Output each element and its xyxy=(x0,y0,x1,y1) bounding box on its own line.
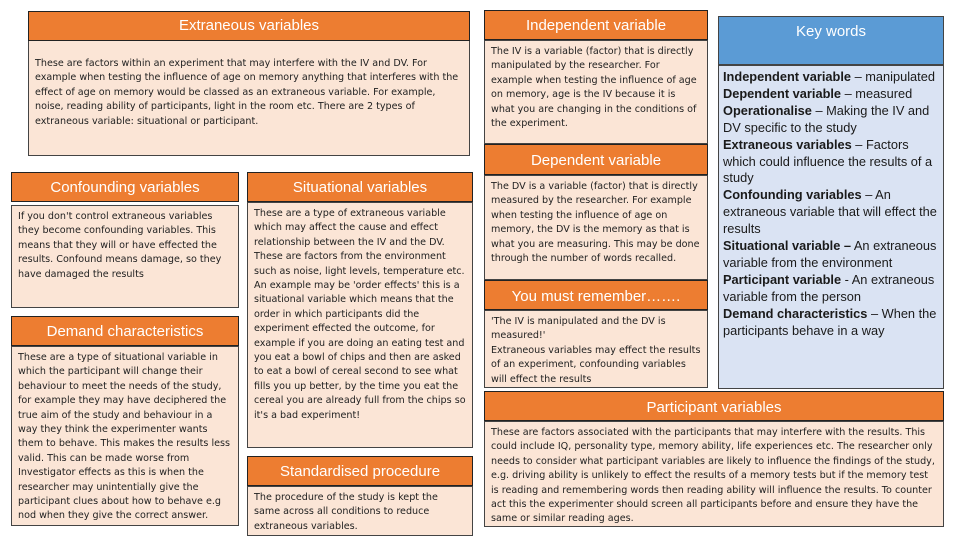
keyword-item xyxy=(723,137,939,188)
situational-panel xyxy=(247,202,473,448)
standardised-title: Standardised procedure xyxy=(279,463,441,480)
situational-text: These are a type of extraneous variable which may affect the cause and effect relationship between the IV and the DV. These are factors from the environment such as noise, light levels, temperature etc. An example may be 'order effects' this is a situational variable which means that the order in which participants did the experiment effected the outcome, for example if you are doing an eating test and you eat a bowl of chips and then are asked to eat a bowl of cereal second to see what fills you up better, by the time you eat the cereal you are already full from the chips so it's a bad experiment! xyxy=(254,208,466,421)
remember-quote: 'The IV is manipulated and the DV is measured!' xyxy=(491,316,666,342)
dependent-panel xyxy=(484,175,708,280)
dependent-title: Dependent variable xyxy=(530,152,662,169)
keyword-definition: – An extraneous variable that will effect the results xyxy=(723,187,937,237)
keyword-definition: An extraneous variable from the environment xyxy=(723,238,937,270)
participant-panel xyxy=(484,421,944,527)
keyword-item xyxy=(723,272,939,306)
keyword-item xyxy=(723,86,939,103)
situational-title: Situational variables xyxy=(292,179,428,196)
confounding-header xyxy=(11,172,239,202)
keyword-item xyxy=(723,69,939,86)
confounding-text: If you don't control extraneous variables they become confounding variables. This means that they will or have effected the results. Confound means damage, so they have damaged the results xyxy=(18,211,222,280)
dependent-text: The DV is a variable (factor) that is directly measured by the researcher. For example when testing the influence of age on memory, the DV is the memory as that is what you are measuring. This may be done through the number of words recalled. xyxy=(491,181,700,265)
keyword-definition: – Factors which could influence the results of a study xyxy=(723,136,933,186)
independent-text: The IV is a variable (factor) that is directly manipulated by the researcher. For example when testing the influence of age on memory, age is the IV because it is what you are changing in the conditions of the experiment. xyxy=(491,46,697,130)
demand-panel xyxy=(11,346,239,526)
keyword-definition: - An extraneous variable from the person xyxy=(723,271,935,304)
participant-header xyxy=(484,391,944,421)
situational-header xyxy=(247,172,473,202)
keyword-definition: – When the participants behave in a way xyxy=(723,305,937,338)
keyword-definition: – measured xyxy=(841,85,913,101)
demand-text: These are a type of situational variable in which the participant will change their behaviour to meet the needs of the study, for example they may have deciphered the true aim of the study and behaviour in a way they think the experimenter wants them to behave. This makes the results less valid. This can be made worse from Investigator effects as this is when the researcher may unintentially give the participant clues about how to behave e.g nod when they give the correct answer. xyxy=(18,352,231,522)
dependent-header xyxy=(484,144,708,175)
keyword-term: Dependent variable xyxy=(723,85,842,101)
standardised-header xyxy=(247,456,473,486)
independent-header xyxy=(484,10,708,40)
keyword-term: Participant variable xyxy=(723,271,842,287)
keyword-definition: – Making the IV and DV specific to the study xyxy=(723,102,930,135)
confounding-title: Confounding variables xyxy=(50,179,200,196)
keyword-item xyxy=(723,187,939,238)
keyword-term: Demand characteristics xyxy=(723,305,868,321)
demand-header xyxy=(11,316,239,346)
keyword-item xyxy=(723,306,939,340)
standardised-text: The procedure of the study is kept the same across all conditions to reduce extraneous variables. xyxy=(254,492,438,532)
keywords-panel xyxy=(718,65,944,389)
participant-text: These are factors associated with the participants that may interfere with the results. This could include IQ, personality type, memory ability, life experiences etc. The researcher only needs to consider what participant variables are likely to influence the findings of the study, e.g. driving ability is unlikely to effect the results of a memory tests but if the memory test is reading and remembering words then reading ability will influence the results. To counter act this the experimenter should screen all participants before and ensure they have the same or similar reading ages. xyxy=(491,427,935,525)
keywords-title: Key words xyxy=(795,23,867,40)
standardised-panel xyxy=(247,486,473,536)
remember-text: Extraneous variables may effect the results of an experiment, confounding variables will effect the results xyxy=(491,344,701,385)
keyword-term: Operationalise xyxy=(723,102,812,118)
confounding-panel xyxy=(11,205,239,308)
keyword-term: Situational variable – xyxy=(723,238,852,254)
independent-title: Independent variable xyxy=(525,17,667,34)
remember-panel xyxy=(484,310,708,388)
keyword-item xyxy=(723,238,939,272)
keyword-item xyxy=(723,103,939,137)
participant-title: Participant variables xyxy=(646,399,782,416)
extraneous-title: Extraneous variables xyxy=(178,17,320,34)
keyword-definition: – manipulated xyxy=(851,69,935,84)
independent-panel xyxy=(484,40,708,144)
demand-title: Demand characteristics xyxy=(46,323,204,340)
extraneous-header xyxy=(28,11,470,41)
remember-title: You must remember……. xyxy=(511,288,681,305)
keyword-term: Confounding variables xyxy=(723,187,862,203)
extraneous-text: These are factors within an experiment that may interfere with the IV and DV. For example when testing the influence of age on memory anything that interferes with the effect of age on memory would be classed as an extraneous variable. For example, noise, reading ability of participants, light in the room etc. There are 2 types of extraneous variable: situational or participant. xyxy=(35,58,459,127)
keywords-header xyxy=(718,16,944,65)
extraneous-panel xyxy=(28,34,470,156)
keyword-term: Extraneous variables xyxy=(723,136,852,152)
remember-header xyxy=(484,280,708,310)
keyword-term: Independent variable xyxy=(723,69,852,84)
